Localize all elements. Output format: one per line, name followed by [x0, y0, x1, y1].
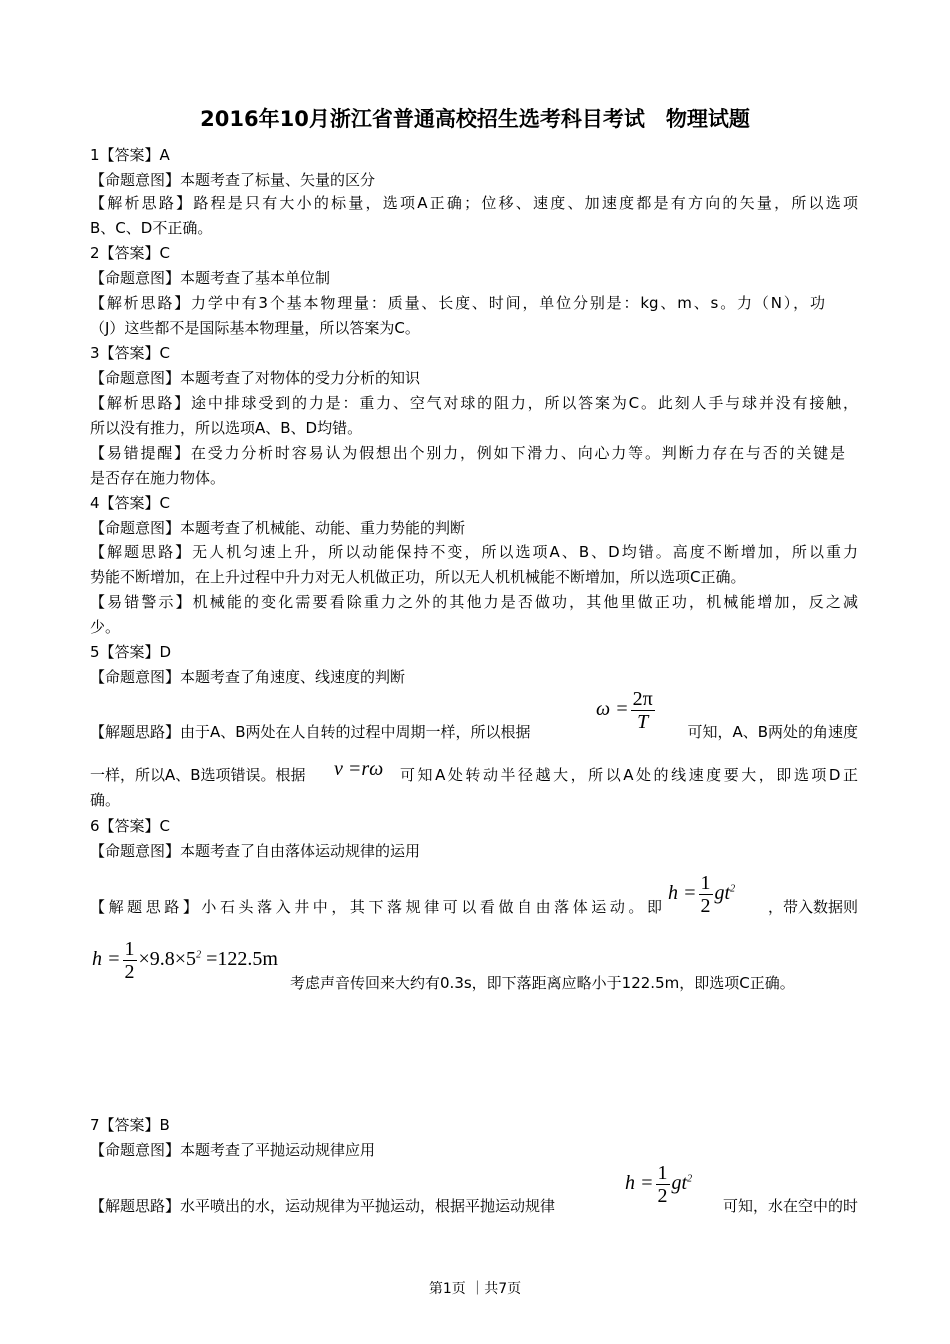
denominator: 2	[124, 961, 135, 983]
text-line: 【解析思路】途中排球受到的力是：重力、空气对球的阻力，所以答案为C。此刻人手与球并没有接触，	[90, 394, 858, 412]
answer-line: 7【答案】B	[90, 1116, 170, 1134]
text-line: 少。	[90, 618, 121, 636]
formula-part: h =	[625, 1172, 654, 1195]
answer-line: 1【答案】A	[90, 146, 170, 164]
text-line: 【命题意图】本题考查了角速度、线速度的判断	[90, 668, 406, 686]
numerator: 1	[657, 1162, 668, 1184]
answer-line: 3【答案】C	[90, 344, 171, 362]
denominator: 2	[700, 895, 711, 917]
exponent: 2	[196, 949, 202, 961]
exponent: 2	[730, 883, 736, 895]
answer-line: 6【答案】C	[90, 817, 171, 835]
text-line: 是否存在施力物体。	[90, 469, 226, 487]
formula-part: h =	[668, 882, 697, 905]
fraction	[656, 1162, 670, 1207]
formula-part: ×9.8×5	[138, 948, 197, 971]
answer-line: 2【答案】C	[90, 244, 171, 262]
numerator: 1	[700, 872, 711, 894]
text-line: 确。	[90, 791, 121, 809]
text-line: 势能不断增加，在上升过程中升力对无人机做正功，所以无人机机械能不断增加，所以选项C正确。	[90, 568, 746, 586]
formula-projectile	[625, 1162, 692, 1207]
formula-part: gt	[714, 882, 731, 905]
fraction	[699, 872, 713, 917]
text-line: 可知，水在空中的时	[722, 1197, 858, 1215]
formula-part: h =	[92, 948, 121, 971]
formula-result: =122.5m	[201, 948, 278, 971]
text-line: 可知，A、B两处的角速度	[687, 723, 858, 741]
page-title: 2016年10月浙江省普通高校招生选考科目考试 物理试题	[200, 107, 750, 131]
text-line: （J）这些都不是国际基本物理量，所以答案为C。	[90, 319, 420, 337]
numerator: 1	[124, 938, 135, 960]
text-line: 所以没有推力，所以选项A、B、D均错。	[90, 419, 363, 437]
fraction	[123, 938, 137, 983]
formula-free-fall	[668, 872, 735, 917]
text-line: B、C、D不正确。	[90, 219, 213, 237]
text-line: 【命题意图】本题考查了基本单位制	[90, 269, 331, 287]
formula-v: v =rω	[334, 758, 384, 780]
text-line: 【易错警示】机械能的变化需要看除重力之外的其他力是否做功，其他里做正功，机械能增加，反之减	[90, 593, 858, 611]
text-line: 考虑声音传回来大约有0.3s，即下落距离应略小于122.5m，即选项C正确。	[290, 974, 795, 992]
fraction	[631, 688, 655, 733]
text-line: 【解题思路】小石头落入井中，其下落规律可以看做自由落体运动。即	[90, 898, 662, 916]
text-line: 【解析思路】力学中有3个基本物理量：质量、长度、时间，单位分别是：kg、m、s。力（N），功	[90, 294, 825, 312]
formula-calculation	[92, 938, 278, 983]
text-line: 【解析思路】路程是只有大小的标量，选项A正确；位移、速度、加速度都是有方向的矢量，所以选项	[90, 194, 858, 212]
answer-line: 5【答案】D	[90, 643, 172, 661]
formula-part: gt	[671, 1172, 688, 1195]
text-line: 【命题意图】本题考查了标量、矢量的区分	[90, 171, 376, 189]
text-line: 【易错提醒】在受力分析时容易认为假想出个别力，例如下滑力、向心力等。判断力存在与否的关键是	[90, 444, 845, 462]
formula-omega	[596, 688, 657, 733]
text-line: 一样，所以A、B选项错误。根据	[90, 766, 306, 784]
text-line: ，带入数据则	[767, 898, 858, 916]
text-line: 【解题思路】无人机匀速上升，所以动能保持不变，所以选项A、B、D均错。高度不断增加，所以重力	[90, 543, 858, 561]
denominator: T	[637, 711, 649, 733]
numerator: 2π	[632, 688, 653, 710]
text-line: 【命题意图】本题考查了对物体的受力分析的知识	[90, 369, 421, 387]
formula-part: ω =	[596, 698, 629, 721]
text-line: 【解题思路】由于A、B两处在人自转的过程中周期一样，所以根据	[90, 723, 531, 741]
exponent: 2	[687, 1173, 693, 1185]
text-line: 【解题思路】水平喷出的水，运动规律为平抛运动，根据平抛运动规律	[90, 1197, 556, 1215]
denominator: 2	[657, 1185, 668, 1207]
page-footer: 第1页 ｜共7页	[428, 1281, 522, 1297]
text-line: 【命题意图】本题考查了自由落体运动规律的运用	[90, 842, 421, 860]
text-line: 【命题意图】本题考查了机械能、动能、重力势能的判断	[90, 519, 466, 537]
text-line: 【命题意图】本题考查了平抛运动规律应用	[90, 1141, 376, 1159]
answer-line: 4【答案】C	[90, 494, 171, 512]
text-line: 可知A处转动半径越大，所以A处的线速度要大，即选项D正	[400, 766, 858, 784]
